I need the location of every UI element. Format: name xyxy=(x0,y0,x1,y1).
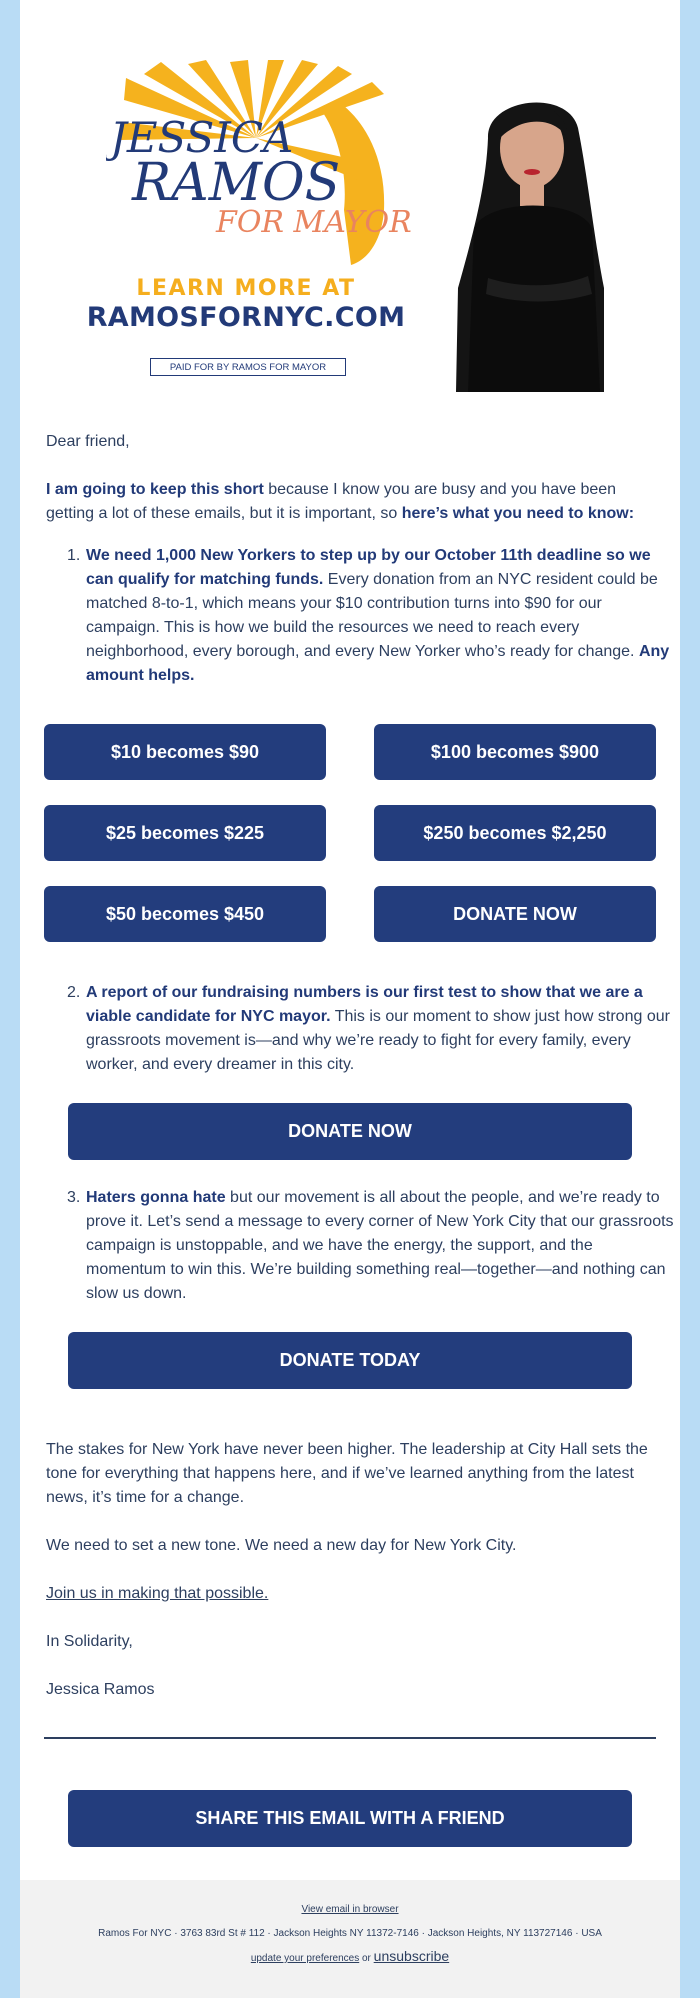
join-link-container xyxy=(46,1582,656,1606)
learn-more-text: LEARN MORE AT xyxy=(136,276,356,301)
or-text: or xyxy=(359,1953,374,1964)
donate-10-button[interactable]: $10 becomes $90 xyxy=(44,724,326,780)
donate-50-button[interactable]: $50 becomes $450 xyxy=(44,886,326,942)
signoff: In Solidarity, xyxy=(46,1633,133,1650)
candidate-photo xyxy=(428,88,628,392)
email-header xyxy=(20,0,680,390)
email-body xyxy=(20,0,680,1998)
divider xyxy=(44,1737,656,1739)
campaign-logo xyxy=(106,60,426,270)
list-number: 1. xyxy=(67,547,81,564)
update-preferences-link[interactable]: update your preferences xyxy=(250,1953,360,1964)
logo-tagline: FOR MAYOR xyxy=(216,205,412,240)
donate-now-button[interactable]: DONATE NOW xyxy=(68,1103,632,1160)
email-footer xyxy=(20,1880,680,1998)
list-number: 3. xyxy=(67,1189,81,1206)
list-item: A report of our fundraising numbers is our first test to show that we are a viable candidate for NYC mayor. This is our moment to show just how strong our grassroots movement is—and why we’re ready to fight for every family, every worker, and every dreamer in this city. xyxy=(86,984,670,1073)
donate-250-button[interactable]: $250 becomes $2,250 xyxy=(374,805,656,861)
website-link[interactable]: RAMOSFORNYC.COM xyxy=(86,302,406,333)
view-in-browser-link[interactable]: View email in browser xyxy=(301,1904,399,1915)
donate-100-button[interactable]: $100 becomes $900 xyxy=(374,724,656,780)
donate-25-button[interactable]: $25 becomes $225 xyxy=(44,805,326,861)
intro-paragraph: I am going to keep this short because I know you are busy and you have been getting a lot of these emails, but it is important, so here’s what you need to know: xyxy=(46,481,635,522)
mailing-address: Ramos For NYC · 3763 83rd St # 112 · Jackson Heights NY 11372-7146 · Jackson Heights, NY 113727146 · USA xyxy=(98,1928,602,1939)
donate-today-button[interactable]: DONATE TODAY xyxy=(68,1332,632,1389)
signature: Jessica Ramos xyxy=(46,1681,155,1698)
logo-last-name: RAMOS xyxy=(132,153,341,213)
donate-now-grid-button[interactable]: DONATE NOW xyxy=(374,886,656,942)
list-item: Haters gonna hate but our movement is all about the people, and we’re ready to prove it. Let’s send a message to every corner of New York City that our grassroots campaign is unstoppable, and we have the energy, the support, and the momentum to win this. We’re building something real—together—and nothing can slow us down. xyxy=(86,1189,674,1302)
unsubscribe-link[interactable]: unsubscribe xyxy=(373,1948,450,1964)
closing-paragraph: The stakes for New York have never been higher. The leadership at City Hall sets the tone for everything that happens here, and if we’ve learned anything from the latest news, it’s time for a change. xyxy=(46,1441,648,1506)
list-number: 2. xyxy=(67,984,81,1001)
list-item: We need 1,000 New Yorkers to step up by our October 11th deadline so we can qualify for matching funds. Every donation from an NYC resident could be matched 8-to-1, which means your $10 contribution turns into $90 for our campaign. This is how we build the resources we need to reach every neighborhood, every borough, and every New Yorker who’s ready for change. Any amount helps. xyxy=(86,547,670,684)
greeting: Dear friend, xyxy=(46,433,130,450)
join-link[interactable]: Join us in making that possible. xyxy=(46,1585,269,1602)
logo-first-name: JESSICA xyxy=(110,113,294,162)
closing-tagline: We need to set a new tone. We need a new day for New York City. xyxy=(46,1537,517,1554)
share-email-button[interactable]: SHARE THIS EMAIL WITH A FRIEND xyxy=(68,1790,632,1847)
paid-for-disclaimer: PAID FOR BY RAMOS FOR MAYOR xyxy=(150,358,346,376)
